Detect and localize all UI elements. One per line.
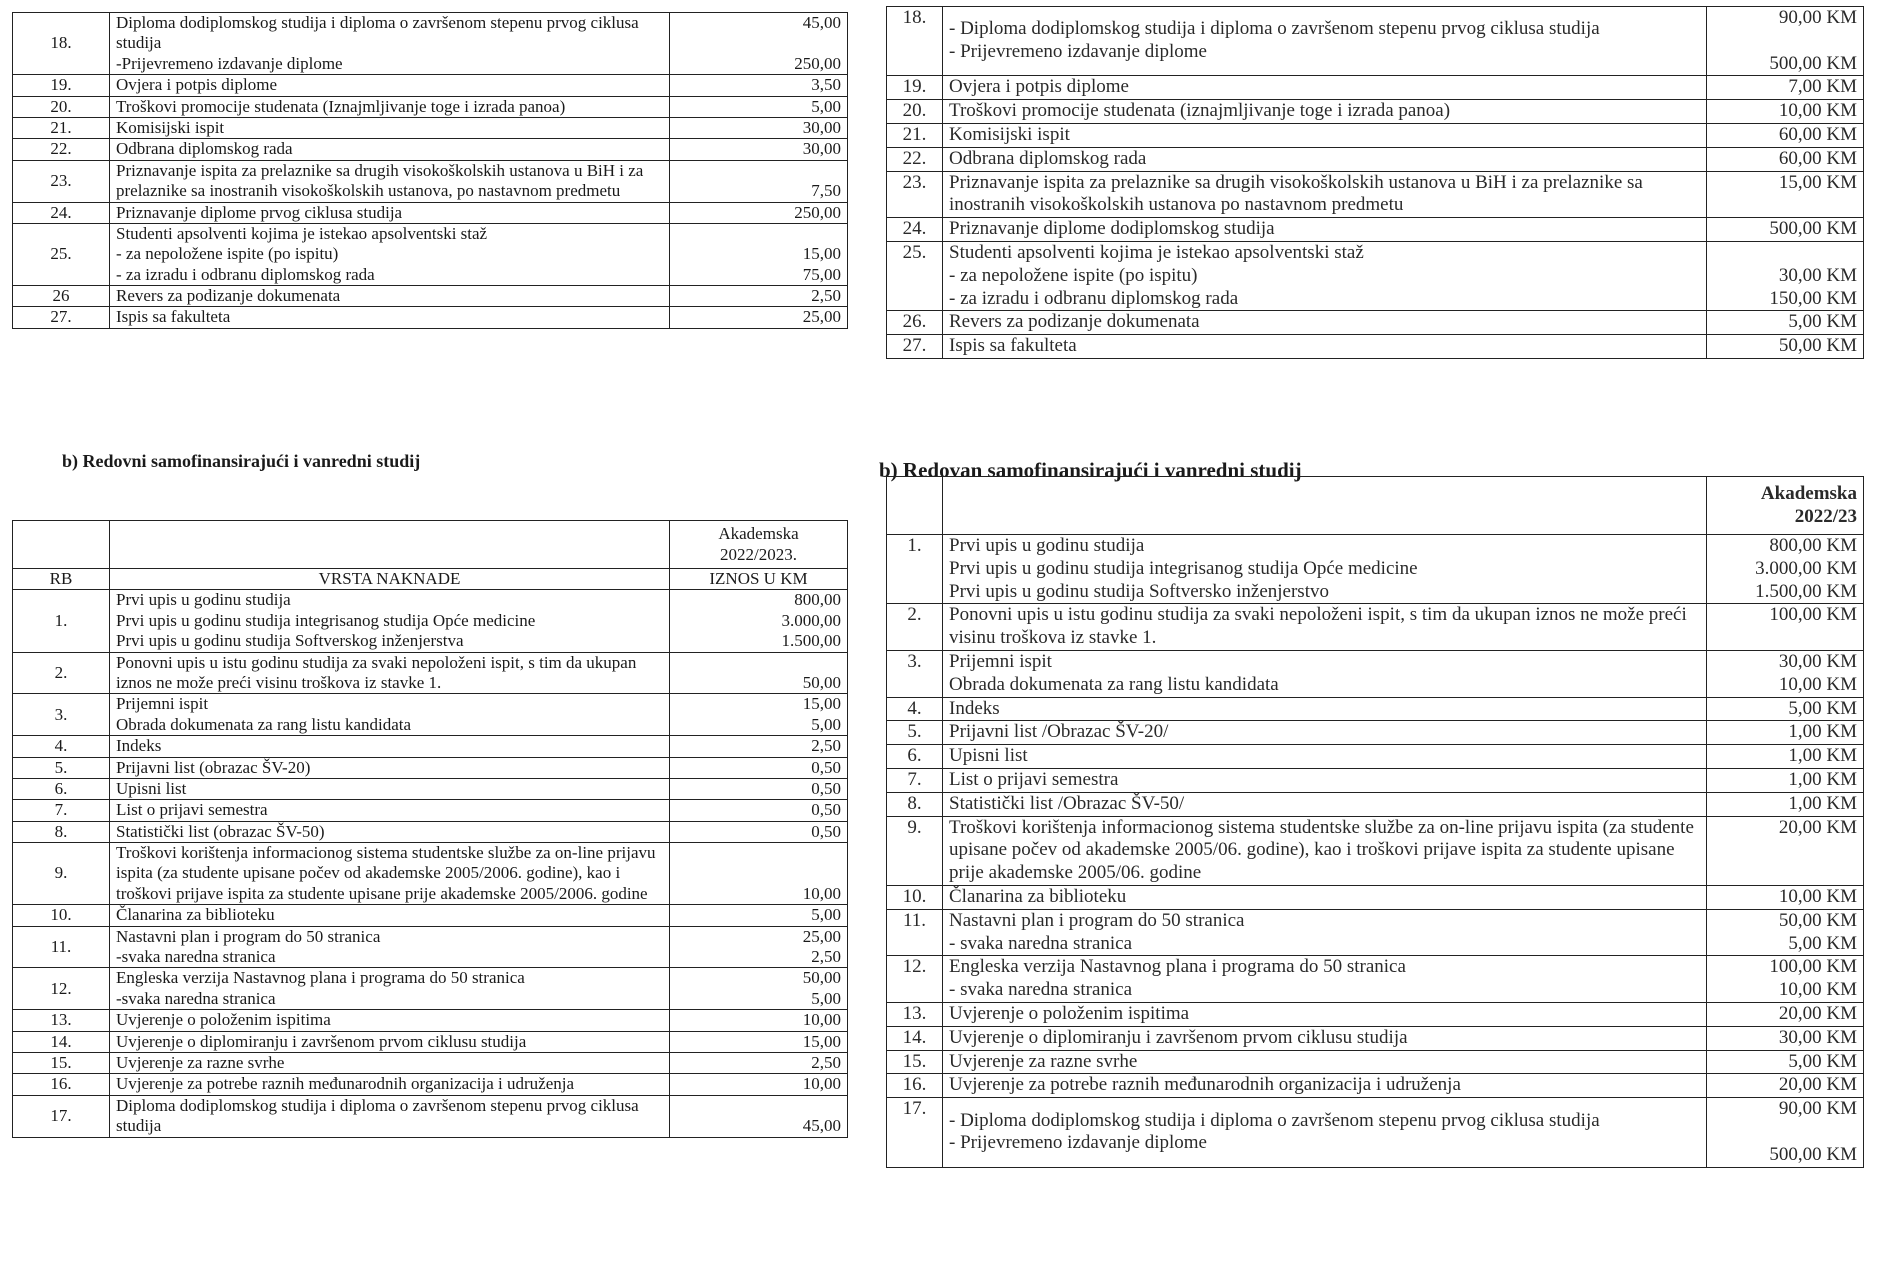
right-top-row-number: 21.	[887, 123, 943, 147]
left-header-rb: RB	[13, 569, 110, 590]
left-row-description: Indeks	[110, 736, 670, 757]
left-top-row-amount: 30,00	[670, 117, 848, 138]
right-row-number: 13.	[887, 1002, 943, 1026]
right-top-row	[887, 147, 1864, 171]
left-row-description: Prijavni list (obrazac ŠV-20)	[110, 757, 670, 778]
left-row	[13, 652, 848, 694]
left-row-number: 13.	[13, 1010, 110, 1031]
right-row	[887, 604, 1864, 651]
left-row-amount: 5,00	[670, 905, 848, 926]
right-row-number: 9.	[887, 816, 943, 885]
right-top-row	[887, 335, 1864, 359]
right-row	[887, 535, 1864, 604]
right-top-fee-table	[886, 6, 1864, 359]
right-row	[887, 650, 1864, 697]
left-row-amount: 0,50	[670, 778, 848, 799]
right-row	[887, 1026, 1864, 1050]
left-row-description: Prijemni ispit Obrada dokumenata za rang listu kandidata	[110, 694, 670, 736]
left-top-row-number: 24.	[13, 202, 110, 223]
right-row-number: 7.	[887, 768, 943, 792]
left-top-row-number: 23.	[13, 160, 110, 202]
right-row-number: 8.	[887, 792, 943, 816]
left-row-number: 1.	[13, 590, 110, 652]
left-row-amount: 10,00	[670, 843, 848, 905]
right-row	[887, 1074, 1864, 1098]
right-top-row-description: Ovjera i potpis diplome	[943, 76, 1707, 100]
right-top-row-description: Troškovi promocije studenata (iznajmljivanje toge i izrada panoa)	[943, 100, 1707, 124]
right-row	[887, 1002, 1864, 1026]
left-top-row-number: 22.	[13, 139, 110, 160]
left-top-row-amount: 25,00	[670, 307, 848, 328]
left-row-description: Troškovi korištenja informacionog sistema studentske službe za on-line prijavu ispita (za studente upisane počev od akademske 2005/2006. godine), kao i troškovi prijave ispita za studente upisane prije akademske 2005/2006. godine	[110, 843, 670, 905]
right-top-row-number: 19.	[887, 76, 943, 100]
right-row	[887, 745, 1864, 769]
right-top-row-amount: 50,00 KM	[1707, 335, 1864, 359]
left-row	[13, 905, 848, 926]
left-top-row-number: 26	[13, 286, 110, 307]
right-fee-table	[886, 476, 1864, 1168]
right-top-row-amount: 7,00 KM	[1707, 76, 1864, 100]
right-row-number: 11.	[887, 909, 943, 956]
left-top-row-description: Revers za podizanje dokumenata	[110, 286, 670, 307]
left-header-iznos: IZNOS U KM	[670, 569, 848, 590]
right-top-table	[886, 6, 1863, 359]
right-row-amount: 10,00 KM	[1707, 885, 1864, 909]
left-top-row	[13, 75, 848, 96]
left-top-row-number: 18.	[13, 13, 110, 75]
right-top-row-number: 18.	[887, 7, 943, 76]
right-row-amount: 20,00 KM	[1707, 1074, 1864, 1098]
right-top-row	[887, 171, 1864, 218]
right-top-row-description: - Diploma dodiplomskog studija i diploma o završenom stepenu prvog ciklusa studija - Prijevremeno izdavanje diplome	[943, 7, 1707, 76]
left-row-description: Statistički list (obrazac ŠV-50)	[110, 821, 670, 842]
left-row-number: 17.	[13, 1095, 110, 1137]
right-row-number: 1.	[887, 535, 943, 604]
left-top-row-amount: 250,00	[670, 202, 848, 223]
right-top-row	[887, 241, 1864, 310]
left-row-number: 6.	[13, 778, 110, 799]
right-top-row-description: Komisijski ispit	[943, 123, 1707, 147]
right-row-description: Engleska verzija Nastavnog plana i programa do 50 stranica - svaka naredna stranica	[943, 956, 1707, 1003]
right-row-description: Indeks	[943, 697, 1707, 721]
left-row-number: 10.	[13, 905, 110, 926]
left-row	[13, 736, 848, 757]
left-row	[13, 926, 848, 968]
left-header-year: Akademska 2022/2023.	[670, 521, 848, 569]
left-top-row	[13, 96, 848, 117]
left-row-amount: 2,50	[670, 1052, 848, 1073]
left-row-amount: 0,50	[670, 800, 848, 821]
right-row-number: 5.	[887, 721, 943, 745]
left-top-row-amount: 3,50	[670, 75, 848, 96]
right-top-row-description: Priznavanje diplome dodiplomskog studija	[943, 218, 1707, 242]
right-row-number: 16.	[887, 1074, 943, 1098]
left-top-row	[13, 160, 848, 202]
right-row-number: 12.	[887, 956, 943, 1003]
left-section-title: b) Redovni samofinansirajući i vanredni studij	[62, 451, 421, 471]
left-row-description: Engleska verzija Nastavnog plana i programa do 50 stranica -svaka naredna stranica	[110, 968, 670, 1010]
left-row-amount: 15,00	[670, 1031, 848, 1052]
right-top-row-amount: 30,00 KM 150,00 KM	[1707, 241, 1864, 310]
right-top-row-number: 22.	[887, 147, 943, 171]
right-row-amount: 1,00 KM	[1707, 768, 1864, 792]
left-top-row-amount: 30,00	[670, 139, 848, 160]
left-top-row-description: Diploma dodiplomskog studija i diploma o završenom stepenu prvog ciklusa studija -Prijevremeno izdavanje diplome	[110, 13, 670, 75]
left-row-number: 12.	[13, 968, 110, 1010]
left-row-amount: 50,00	[670, 652, 848, 694]
left-top-row-description: Troškovi promocije studenata (Iznajmljivanje toge i izrada panoa)	[110, 96, 670, 117]
right-row-amount: 50,00 KM 5,00 KM	[1707, 909, 1864, 956]
right-row-number: 2.	[887, 604, 943, 651]
left-row	[13, 1074, 848, 1095]
right-row-number: 17.	[887, 1098, 943, 1167]
right-row	[887, 956, 1864, 1003]
left-row	[13, 778, 848, 799]
left-row-description: Uvjerenje za potrebe raznih međunarodnih organizacija i udruženja	[110, 1074, 670, 1095]
right-top-row-amount: 5,00 KM	[1707, 311, 1864, 335]
left-row-amount: 15,00 5,00	[670, 694, 848, 736]
right-row-amount: 5,00 KM	[1707, 697, 1864, 721]
right-row-description: Upisni list	[943, 745, 1707, 769]
left-row-number: 7.	[13, 800, 110, 821]
left-row-amount: 800,00 3.000,00 1.500,00	[670, 590, 848, 652]
left-row-description: Uvjerenje o položenim ispitima	[110, 1010, 670, 1031]
right-row-description: List o prijavi semestra	[943, 768, 1707, 792]
left-row-number: 8.	[13, 821, 110, 842]
right-row	[887, 816, 1864, 885]
left-top-row	[13, 13, 848, 75]
right-top-row-number: 20.	[887, 100, 943, 124]
right-row-description: Ponovni upis u istu godinu studija za svaki nepoloženi ispit, s tim da ukupan iznos ne može preći visinu troškova iz stavke 1.	[943, 604, 1707, 651]
left-top-row-description: Ispis sa fakulteta	[110, 307, 670, 328]
right-row	[887, 768, 1864, 792]
right-row-amount: 20,00 KM	[1707, 1002, 1864, 1026]
right-row-number: 14.	[887, 1026, 943, 1050]
right-row-amount: 5,00 KM	[1707, 1050, 1864, 1074]
left-top-row-number: 27.	[13, 307, 110, 328]
left-top-row	[13, 117, 848, 138]
left-bottom-table	[12, 520, 847, 1138]
right-row-number: 15.	[887, 1050, 943, 1074]
left-row	[13, 968, 848, 1010]
right-row-amount: 90,00 KM 500,00 KM	[1707, 1098, 1864, 1167]
left-row-amount: 0,50	[670, 821, 848, 842]
right-top-row	[887, 100, 1864, 124]
right-top-row-number: 23.	[887, 171, 943, 218]
left-top-row-number: 21.	[13, 117, 110, 138]
left-top-row	[13, 307, 848, 328]
right-row-amount: 1,00 KM	[1707, 792, 1864, 816]
left-top-row-amount: 45,00 250,00	[670, 13, 848, 75]
left-top-row-description: Studenti apsolventi kojima je istekao apsolventski staž - za nepoložene ispite (po ispitu) - za izradu i odbranu diplomskog rada	[110, 223, 670, 285]
right-top-row	[887, 76, 1864, 100]
left-row-amount: 2,50	[670, 736, 848, 757]
left-top-row-description: Komisijski ispit	[110, 117, 670, 138]
right-top-row-description: Priznavanje ispita za prelaznike sa drugih visokoškolskih ustanova u BiH i za prelaznike sa inostranih visokoškolskih ustanova po nastavnom predmetu	[943, 171, 1707, 218]
right-header-empty-2	[943, 477, 1707, 535]
left-top-row	[13, 139, 848, 160]
left-row-amount: 0,50	[670, 757, 848, 778]
right-row-description: Uvjerenje za razne svrhe	[943, 1050, 1707, 1074]
left-row-description: Uvjerenje o diplomiranju i završenom prvom ciklusu studija	[110, 1031, 670, 1052]
left-row	[13, 800, 848, 821]
left-row-number: 2.	[13, 652, 110, 694]
left-row	[13, 1052, 848, 1073]
left-row-description: Članarina za biblioteku	[110, 905, 670, 926]
left-row-description: List o prijavi semestra	[110, 800, 670, 821]
left-top-row-number: 25.	[13, 223, 110, 285]
left-top-row-amount: 5,00	[670, 96, 848, 117]
right-top-row-description: Revers za podizanje dokumenata	[943, 311, 1707, 335]
left-top-row-description: Priznavanje diplome prvog ciklusa studija	[110, 202, 670, 223]
left-row-number: 9.	[13, 843, 110, 905]
right-row	[887, 1050, 1864, 1074]
left-top-row-description: Priznavanje ispita za prelaznike sa drugih visokoškolskih ustanova u BiH i za prelaznike sa inostranih visokoškolskih ustanova, po nastavnom predmetu	[110, 160, 670, 202]
left-row-description: Nastavni plan i program do 50 stranica -svaka naredna stranica	[110, 926, 670, 968]
left-top-row	[13, 286, 848, 307]
left-fee-table	[12, 520, 848, 1138]
left-top-row-amount: 2,50	[670, 286, 848, 307]
right-row-description: Uvjerenje o položenim ispitima	[943, 1002, 1707, 1026]
left-row	[13, 843, 848, 905]
right-row-number: 4.	[887, 697, 943, 721]
left-row	[13, 1010, 848, 1031]
right-section-title: b) Redovan samofinansirajući i vanredni studij	[879, 458, 1302, 482]
left-row-amount: 50,00 5,00	[670, 968, 848, 1010]
right-header-empty-1	[887, 477, 943, 535]
right-row-amount: 20,00 KM	[1707, 816, 1864, 885]
right-top-row-number: 25.	[887, 241, 943, 310]
left-row	[13, 1031, 848, 1052]
right-row-amount: 100,00 KM	[1707, 604, 1864, 651]
left-row-amount: 10,00	[670, 1074, 848, 1095]
left-top-row	[13, 223, 848, 285]
right-row-amount: 100,00 KM 10,00 KM	[1707, 956, 1864, 1003]
right-top-row	[887, 123, 1864, 147]
left-top-row-amount: 15,00 75,00	[670, 223, 848, 285]
left-row-number: 4.	[13, 736, 110, 757]
left-row-description: Uvjerenje za razne svrhe	[110, 1052, 670, 1073]
right-top-row-description: Studenti apsolventi kojima je istekao apsolventski staž - za nepoložene ispite (po ispitu) - za izradu i odbranu diplomskog rada	[943, 241, 1707, 310]
right-top-row-amount: 60,00 KM	[1707, 147, 1864, 171]
right-row-number: 3.	[887, 650, 943, 697]
right-row-description: Troškovi korištenja informacionog sistema studentske službe za on-line prijavu ispita (za studente upisane počev od akademske 2005/06. godine), kao i troškovi prijave ispita za studente upisane prije akademske 2005/06. godine	[943, 816, 1707, 885]
right-top-row-amount: 500,00 KM	[1707, 218, 1864, 242]
right-row-amount: 1,00 KM	[1707, 745, 1864, 769]
right-row-amount: 1,00 KM	[1707, 721, 1864, 745]
left-header-empty-2	[110, 521, 670, 569]
left-header-empty-1	[13, 521, 110, 569]
right-row-description: Članarina za biblioteku	[943, 885, 1707, 909]
left-top-row-description: Ovjera i potpis diplome	[110, 75, 670, 96]
left-row-number: 11.	[13, 926, 110, 968]
left-header-vrsta: VRSTA NAKNADE	[110, 569, 670, 590]
right-top-row	[887, 7, 1864, 76]
left-row-number: 16.	[13, 1074, 110, 1095]
right-row-description: Prijemni ispit Obrada dokumenata za rang listu kandidata	[943, 650, 1707, 697]
right-top-row-description: Ispis sa fakulteta	[943, 335, 1707, 359]
left-row-description: Ponovni upis u istu godinu studija za svaki nepoloženi ispit, s tim da ukupan iznos ne može preći visinu troškova iz stavke 1.	[110, 652, 670, 694]
right-row-number: 6.	[887, 745, 943, 769]
right-row-amount: 30,00 KM	[1707, 1026, 1864, 1050]
right-row-amount: 800,00 KM 3.000,00 KM 1.500,00 KM	[1707, 535, 1864, 604]
left-row-amount: 45,00	[670, 1095, 848, 1137]
right-header-year: Akademska 2022/23	[1707, 477, 1864, 535]
left-top-row-number: 19.	[13, 75, 110, 96]
right-top-row-amount: 10,00 KM	[1707, 100, 1864, 124]
left-row-number: 14.	[13, 1031, 110, 1052]
right-row-description: - Diploma dodiplomskog studija i diploma o završenom stepenu prvog ciklusa studija - Prijevremeno izdavanje diplome	[943, 1098, 1707, 1167]
right-row	[887, 792, 1864, 816]
right-top-row-amount: 15,00 KM	[1707, 171, 1864, 218]
right-top-row	[887, 311, 1864, 335]
left-top-row-amount: 7,50	[670, 160, 848, 202]
left-row	[13, 590, 848, 652]
right-row	[887, 721, 1864, 745]
right-row-description: Prvi upis u godinu studija Prvi upis u godinu studija integrisanog studija Opće medicine Prvi upis u godinu studija Softversko inženjerstvo	[943, 535, 1707, 604]
left-row-number: 3.	[13, 694, 110, 736]
left-row-description: Diploma dodiplomskog studija i diploma o završenom stepenu prvog ciklusa studija	[110, 1095, 670, 1137]
right-row-description: Uvjerenje za potrebe raznih međunarodnih organizacija i udruženja	[943, 1074, 1707, 1098]
right-top-row-number: 24.	[887, 218, 943, 242]
left-row-description: Prvi upis u godinu studija Prvi upis u godinu studija integrisanog studija Opće medicine Prvi upis u godinu studija Softverskog inženjerstva	[110, 590, 670, 652]
left-row-description: Upisni list	[110, 778, 670, 799]
right-row-description: Statistički list /Obrazac ŠV-50/	[943, 792, 1707, 816]
left-top-row-description: Odbrana diplomskog rada	[110, 139, 670, 160]
left-row-amount: 10,00	[670, 1010, 848, 1031]
right-row-description: Prijavni list /Obrazac ŠV-20/	[943, 721, 1707, 745]
left-row	[13, 1095, 848, 1137]
right-row-amount: 30,00 KM 10,00 KM	[1707, 650, 1864, 697]
right-row-description: Uvjerenje o diplomiranju i završenom prvom ciklusu studija	[943, 1026, 1707, 1050]
left-top-row	[13, 202, 848, 223]
right-bottom-table	[886, 476, 1863, 1168]
left-top-row-number: 20.	[13, 96, 110, 117]
right-row	[887, 909, 1864, 956]
right-top-row-amount: 90,00 KM 500,00 KM	[1707, 7, 1864, 76]
right-row	[887, 885, 1864, 909]
right-top-row	[887, 218, 1864, 242]
left-row-number: 5.	[13, 757, 110, 778]
right-top-row-number: 27.	[887, 335, 943, 359]
left-row	[13, 757, 848, 778]
left-row	[13, 694, 848, 736]
left-top-table	[12, 12, 847, 329]
right-top-row-amount: 60,00 KM	[1707, 123, 1864, 147]
left-row-number: 15.	[13, 1052, 110, 1073]
right-top-row-number: 26.	[887, 311, 943, 335]
right-row	[887, 697, 1864, 721]
left-row	[13, 821, 848, 842]
right-row-number: 10.	[887, 885, 943, 909]
right-row-description: Nastavni plan i program do 50 stranica - svaka naredna stranica	[943, 909, 1707, 956]
left-row-amount: 25,00 2,50	[670, 926, 848, 968]
right-row	[887, 1098, 1864, 1167]
right-top-row-description: Odbrana diplomskog rada	[943, 147, 1707, 171]
left-top-fee-table	[12, 12, 848, 329]
